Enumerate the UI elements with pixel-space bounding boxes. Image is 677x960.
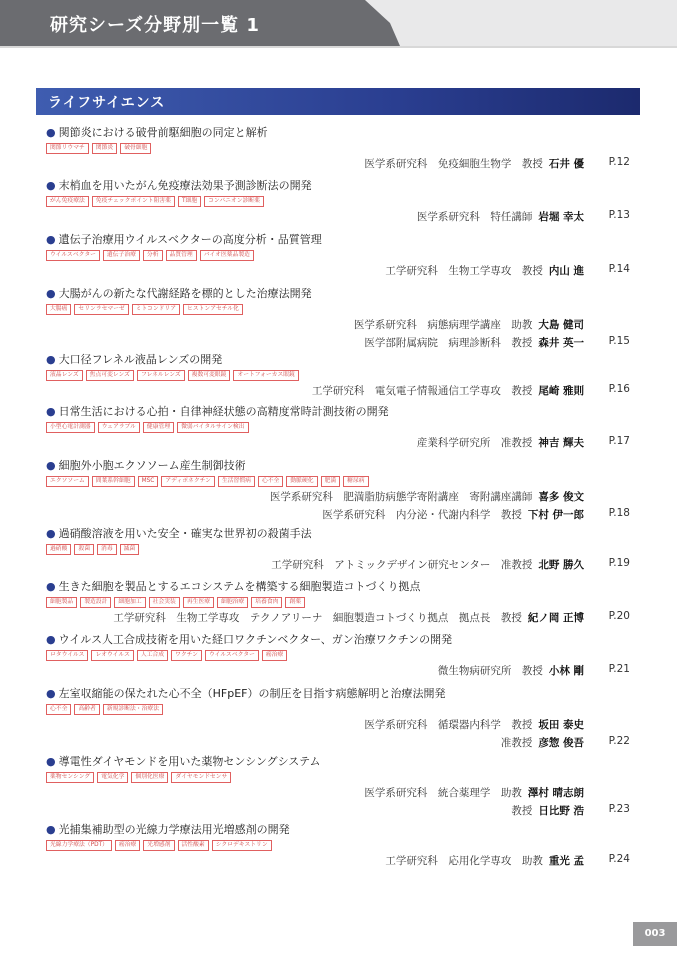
bullet-icon: ● (46, 459, 56, 472)
keyword-tag: 液晶レンズ (46, 370, 83, 381)
researcher-name: 坂田 泰史 (538, 719, 584, 731)
seed-entry (46, 580, 636, 626)
department: 医学系研究科 免疫細胞生物学 教授 (364, 158, 543, 170)
keyword-tag: ワクチン (171, 650, 202, 661)
bullet-icon: ● (46, 405, 56, 418)
keyword-tag: セリンラセマーゼ (74, 304, 128, 315)
researcher-name: 日比野 浩 (538, 805, 584, 817)
affiliation-line (46, 851, 636, 869)
entry-title (46, 687, 636, 701)
keyword-tag: 間葉系幹細胞 (92, 476, 135, 487)
affiliation (511, 803, 584, 818)
keyword-tag: 電気化学 (97, 772, 128, 783)
page-reference: P.22 (608, 735, 630, 747)
keyword-tag: 再生医療 (183, 597, 214, 608)
page-reference: P.15 (608, 335, 630, 347)
keyword-tags (46, 840, 636, 851)
keyword-tag: 免疫チェックポイント阻害薬 (92, 196, 175, 207)
keyword-tag: 小型心電計測器 (46, 422, 95, 433)
department: 医学部附属病院 病理診断科 教授 (364, 337, 533, 349)
bullet-icon: ● (46, 126, 56, 139)
affiliation (385, 263, 584, 278)
affiliation-line (46, 783, 636, 801)
department: 工学研究科 電気電子情報通信工学専攻 教授 (311, 385, 533, 397)
keyword-tag: 心不全 (258, 476, 283, 487)
page-reference: P.16 (608, 383, 630, 395)
keyword-tag: ウイルスベクター (205, 650, 259, 661)
researcher-name: 神吉 輝夫 (538, 437, 584, 449)
keyword-tag: 製造設計 (80, 597, 111, 608)
entry-title (46, 353, 636, 367)
department: 医学系研究科 内分泌・代謝内科学 教授 (322, 509, 522, 521)
affiliation-line (46, 555, 636, 573)
entry-title-text: 左室収縮能の保たれた心不全（HFpEF）の制圧を目指す病態解明と治療法開発 (58, 687, 446, 700)
keyword-tag: ダイヤモンドセンサ (171, 772, 231, 783)
affiliation-line (46, 333, 636, 351)
keyword-tag: 細胞製品 (46, 597, 77, 608)
department: 産業科学研究所 准教授 (416, 437, 533, 449)
affiliation-line (46, 154, 636, 172)
keyword-tag: 関節リウマチ (46, 143, 89, 154)
keyword-tag: MSC (138, 476, 159, 487)
bullet-icon: ● (46, 633, 56, 646)
department: 工学研究科 生物工学専攻 テクノアリーナ 細胞製造コトづくり拠点 拠点長 教授 (113, 612, 522, 624)
keyword-tags (46, 250, 636, 261)
researcher-name: 小林 剛 (548, 665, 584, 677)
keyword-tag: ウイルスベクター (46, 250, 100, 261)
page-reference: P.13 (608, 209, 630, 221)
entry-title-text: 細胞外小胞エクソソーム産生制御技術 (58, 459, 246, 472)
department: 微生物病研究所 教授 (437, 665, 543, 677)
affiliation-line (46, 315, 636, 333)
bullet-icon: ● (46, 527, 56, 540)
keyword-tag: 生活習慣病 (218, 476, 255, 487)
entry-title-text: 過硝酸溶液を用いた安全・確実な世界初の殺菌手法 (58, 527, 312, 540)
page-reference: P.14 (608, 263, 630, 275)
keyword-tag: 肥満 (321, 476, 341, 487)
seed-entry (46, 755, 636, 819)
researcher-name: 大島 健司 (538, 319, 584, 331)
page-reference: P.20 (608, 610, 630, 622)
keyword-tag: 癌治療 (262, 650, 287, 661)
keyword-tag: がん免疫療法 (46, 196, 89, 207)
affiliation-line (46, 381, 636, 399)
seed-entry (46, 126, 636, 172)
affiliation (312, 383, 584, 398)
keyword-tag: T細胞 (178, 196, 201, 207)
affiliation (271, 557, 584, 572)
bullet-icon: ● (46, 580, 56, 593)
keyword-tag: 糖尿病 (343, 476, 368, 487)
keyword-tag: 光増感剤 (143, 840, 174, 851)
researcher-name: 森井 英一 (538, 337, 584, 349)
keyword-tag: オートフォーカス眼鏡 (233, 370, 298, 381)
keyword-tag: 過硝酸 (46, 544, 71, 555)
affiliation-line (46, 487, 636, 505)
researcher-name: 北野 勝久 (538, 559, 584, 571)
department: 准教授 (500, 737, 533, 749)
keyword-tags (46, 196, 636, 207)
keyword-tags (46, 597, 636, 608)
affiliation (354, 317, 584, 332)
keyword-tag: フレネルレンズ (137, 370, 185, 381)
seed-entry (46, 633, 636, 679)
researcher-name: 紀ノ岡 正博 (527, 612, 584, 624)
keyword-tag: アディポネクチン (161, 476, 215, 487)
department: 工学研究科 応用化学専攻 助教 (385, 855, 543, 867)
entry-title-text: 生きた細胞を製品とするエコシステムを構築する細胞製造コトづくり拠点 (58, 580, 421, 593)
bullet-icon: ● (46, 755, 56, 768)
entry-title (46, 580, 636, 594)
researcher-name: 澤村 晴志朗 (527, 787, 584, 799)
department: 医学系研究科 肥満脂肪病態学寄附講座 寄附講座講師 (269, 491, 533, 503)
keyword-tag: 微弱バイタルサイン検出 (177, 422, 248, 433)
keyword-tags (46, 143, 636, 154)
keyword-tag: 殺菌 (74, 544, 94, 555)
keyword-tag: 創薬 (285, 597, 305, 608)
keyword-tag: 健康管理 (143, 422, 174, 433)
affiliation (417, 435, 584, 450)
researcher-name: 下村 伊一郎 (527, 509, 584, 521)
bullet-icon: ● (46, 179, 56, 192)
page-title: 研究シーズ分野別一覧 1 (50, 15, 260, 36)
affiliation-line (46, 207, 636, 225)
entry-title-text: 光捕集補助型の光線力学療法用光増感剤の開発 (58, 823, 290, 836)
affiliation (501, 735, 584, 750)
keyword-tags (46, 370, 636, 381)
keyword-tag: ミトコンドリア (132, 304, 180, 315)
affiliation-line (46, 433, 636, 451)
entry-title-text: 大腸がんの新たな代謝経路を標的とした治療法開発 (58, 287, 312, 300)
keyword-tag: シクロデキストリン (212, 840, 272, 851)
keyword-tag: 関節炎 (92, 143, 117, 154)
entry-title (46, 233, 636, 247)
keyword-tag: 分析 (143, 250, 163, 261)
affiliation (364, 335, 584, 350)
seed-entry (46, 823, 636, 869)
department: 医学系研究科 統合薬理学 助教 (364, 787, 522, 799)
affiliation (364, 785, 584, 800)
keyword-tag: レオウイルス (91, 650, 133, 661)
affiliation-line (46, 608, 636, 626)
department: 医学系研究科 特任講師 (416, 211, 533, 223)
header-rule (0, 46, 677, 48)
entry-title (46, 527, 636, 541)
section-title: ライフサイエンス (48, 95, 166, 111)
keyword-tag: 大腸癌 (46, 304, 71, 315)
keyword-tag: コンパニオン診断薬 (204, 196, 264, 207)
affiliation-line (46, 261, 636, 279)
seed-entry (46, 353, 636, 399)
keyword-tag: ウェアラブル (98, 422, 140, 433)
researcher-name: 岩堀 幸太 (538, 211, 584, 223)
page-reference: P.19 (608, 557, 630, 569)
entry-title (46, 633, 636, 647)
keyword-tag: 癌治療 (115, 840, 140, 851)
entry-title (46, 287, 636, 301)
keyword-tag: ロタウイルス (46, 650, 88, 661)
page-number: 003 (633, 922, 677, 946)
bullet-icon: ● (46, 233, 56, 246)
keyword-tag: エクソソーム (46, 476, 89, 487)
keyword-tag: 品質管理 (166, 250, 197, 261)
keyword-tag: 人工合成 (137, 650, 168, 661)
keyword-tag: 消毒 (97, 544, 117, 555)
bullet-icon: ● (46, 823, 56, 836)
keyword-tags (46, 476, 636, 487)
department: 教授 (511, 805, 533, 817)
keyword-tag: 活性酸素 (178, 840, 209, 851)
keyword-tag: 薬物センシング (46, 772, 94, 783)
keyword-tag: ヒストンアセチル化 (183, 304, 243, 315)
entry-title (46, 459, 636, 473)
keyword-tag: 光線力学療法（PDT） (46, 840, 112, 851)
page-reference: P.18 (608, 507, 630, 519)
page-reference: P.21 (608, 663, 630, 675)
researcher-name: 重光 孟 (548, 855, 584, 867)
entry-title-text: 導電性ダイヤモンドを用いた薬物センシングシステム (58, 755, 321, 768)
keyword-tag: 焦点可変レンズ (86, 370, 134, 381)
keyword-tag: 個別化医療 (131, 772, 168, 783)
keyword-tag: 破骨細胞 (120, 143, 151, 154)
keyword-tags (46, 304, 636, 315)
keyword-tag: 心不全 (46, 704, 71, 715)
entry-title-text: 関節炎における破骨前駆細胞の同定と解析 (58, 126, 268, 139)
bullet-icon: ● (46, 687, 56, 700)
affiliation-line (46, 505, 636, 523)
seed-entry (46, 287, 636, 351)
keyword-tag: 動脈硬化 (286, 476, 317, 487)
affiliation (438, 663, 584, 678)
affiliation-line (46, 801, 636, 819)
entry-title (46, 179, 636, 193)
keyword-tag: 遺伝子治療 (103, 250, 140, 261)
keyword-tag: 滅菌 (120, 544, 140, 555)
entry-title (46, 755, 636, 769)
seed-entry (46, 233, 636, 279)
seed-entry (46, 179, 636, 225)
page-reference: P.24 (608, 853, 630, 865)
seed-entry (46, 405, 636, 451)
page-reference: P.12 (608, 156, 630, 168)
keyword-tag: 細胞治療 (217, 597, 248, 608)
keyword-tags (46, 772, 636, 783)
keyword-tags (46, 704, 636, 715)
keyword-tag: バイオ医薬品製造 (200, 250, 254, 261)
entry-title-text: 日常生活における心拍・自律神経状態の高精度常時計測技術の開発 (58, 405, 389, 418)
keyword-tag: 社会実装 (149, 597, 180, 608)
seed-entry (46, 527, 636, 573)
affiliation (364, 156, 584, 171)
department: 医学系研究科 病態病理学講座 助教 (353, 319, 533, 331)
keyword-tag: 細胞加工 (114, 597, 145, 608)
keyword-tags (46, 650, 636, 661)
researcher-name: 内山 進 (548, 265, 584, 277)
keyword-tag: 培養食肉 (251, 597, 282, 608)
department: 工学研究科 アトミックデザイン研究センター 准教授 (271, 559, 533, 571)
researcher-name: 尾崎 雅則 (538, 385, 584, 397)
affiliation (113, 610, 584, 625)
department: 医学系研究科 循環器内科学 教授 (364, 719, 533, 731)
entry-title-text: 大口径フレネル液晶レンズの開発 (58, 353, 223, 366)
entry-title-text: ウイルス人工合成技術を用いた経口ワクチンベクター、ガン治療ワクチンの開発 (58, 633, 453, 646)
researcher-name: 喜多 俊文 (538, 491, 584, 503)
affiliation (270, 489, 584, 504)
keyword-tag: 複数可変眼鏡 (188, 370, 231, 381)
seed-entry (46, 687, 636, 751)
researcher-name: 彦惣 俊吾 (538, 737, 584, 749)
keyword-tag: 新規診断法・治療法 (103, 704, 163, 715)
page-reference: P.23 (608, 803, 630, 815)
seed-entry (46, 459, 636, 523)
affiliation (385, 853, 584, 868)
affiliation-line (46, 661, 636, 679)
department: 工学研究科 生物工学専攻 教授 (385, 265, 543, 277)
keyword-tags (46, 422, 636, 433)
affiliation-line (46, 733, 636, 751)
bullet-icon: ● (46, 353, 56, 366)
keyword-tags (46, 544, 636, 555)
entry-title (46, 823, 636, 837)
entry-title-text: 遺伝子治療用ウイルスベクターの高度分析・品質管理 (58, 233, 322, 246)
keyword-tag: 高齢者 (74, 704, 99, 715)
affiliation (364, 717, 584, 732)
affiliation-line (46, 715, 636, 733)
researcher-name: 石井 優 (548, 158, 584, 170)
affiliation (322, 507, 584, 522)
page-reference: P.17 (608, 435, 630, 447)
affiliation (417, 209, 584, 224)
bullet-icon: ● (46, 287, 56, 300)
entry-title (46, 405, 636, 419)
entry-title (46, 126, 636, 140)
entry-title-text: 末梢血を用いたがん免疫療法効果予測診断法の開発 (58, 179, 312, 192)
